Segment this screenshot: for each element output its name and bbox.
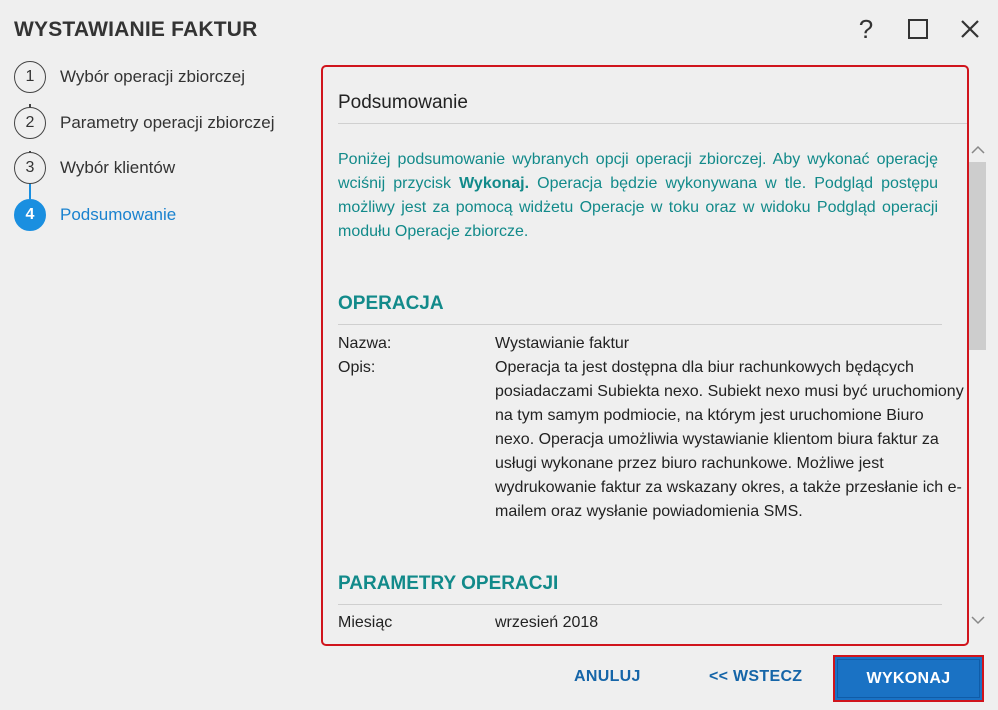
window-title: WYSTAWIANIE FAKTUR: [14, 18, 258, 41]
scroll-thumb[interactable]: [969, 162, 986, 350]
name-value: Wystawianie faktur: [495, 335, 630, 352]
step-number: 2: [14, 107, 46, 139]
section-title-operacja: OPERACJA: [338, 293, 444, 314]
step-number: 1: [14, 61, 46, 93]
step-wybor-klientow[interactable]: [14, 151, 175, 185]
close-button[interactable]: [950, 10, 990, 48]
step-label: Wybór klientów: [60, 158, 176, 177]
summary-intro: [338, 148, 938, 244]
maximize-button[interactable]: [898, 10, 938, 48]
maximize-icon: [908, 19, 928, 39]
button-focus-ring: [837, 659, 980, 698]
desc-key: Opis:: [338, 359, 376, 376]
step-number: 3: [14, 152, 46, 184]
intro-text: Poniżej podsumowanie wybranych opcji operacji zbiorczej. Aby wykonać operację wciśnij przycisk: [338, 151, 938, 192]
chevron-down-icon: [971, 615, 985, 625]
intro-text-after: Operacja będzie wykonywana w tle. Podgląd postępu możliwy jest za pomocą widżetu Operacje w toku oraz w widoku Podgląd operacji modułu Operacje zbiorcze.: [338, 175, 938, 240]
cancel-button[interactable]: ANULUJ: [574, 668, 641, 685]
step-parametry-operacji[interactable]: [14, 106, 274, 140]
divider: [338, 123, 969, 124]
summary-panel: [321, 65, 969, 646]
close-icon: [960, 19, 980, 39]
month-key: Miesiąc: [338, 614, 393, 631]
step-podsumowanie[interactable]: [14, 198, 176, 232]
vertical-scrollbar[interactable]: [968, 140, 988, 630]
step-label: Parametry operacji zbiorczej: [60, 113, 275, 132]
section-title-parametry: PARAMETRY OPERACJI: [338, 573, 559, 594]
back-button[interactable]: << WSTECZ: [709, 668, 803, 685]
step-number: 4: [14, 199, 46, 231]
section-divider: [338, 604, 942, 605]
step-label: Wybór operacji zbiorczej: [60, 67, 246, 86]
chevron-up-icon: [971, 145, 985, 155]
step-wybor-operacji[interactable]: [14, 60, 245, 94]
scroll-down-button[interactable]: [968, 610, 988, 630]
title-bar: [0, 0, 998, 58]
section-divider: [338, 324, 942, 325]
name-key: Nazwa:: [338, 335, 392, 352]
step-label: Podsumowanie: [60, 205, 177, 224]
month-value: wrzesień 2018: [495, 614, 599, 631]
question-icon: ?: [858, 13, 874, 44]
intro-bold: Wykonaj.: [459, 175, 530, 192]
help-button[interactable]: [846, 10, 886, 48]
desc-value: Operacja ta jest dostępna dla biur rachunkowych będących posiadaczami Subiekta nexo. Subiekt nexo musi być uruchomiony na tym samym podmiocie, na którym jest uruchomione Biuro nexo. Operacja umożliwia wystawianie klientom biura faktur za usługi wykonane przez biuro rachunkowe. Możliwe jest wydrukowanie faktur za wskazany okres, a także przesłanie ich e-mailem oraz wysłanie powiadomienia SMS.: [495, 359, 964, 520]
execute-label: WYKONAJ: [866, 669, 951, 687]
scroll-up-button[interactable]: [968, 140, 988, 160]
summary-heading: Podsumowanie: [338, 92, 468, 113]
execute-button[interactable]: [833, 655, 984, 702]
